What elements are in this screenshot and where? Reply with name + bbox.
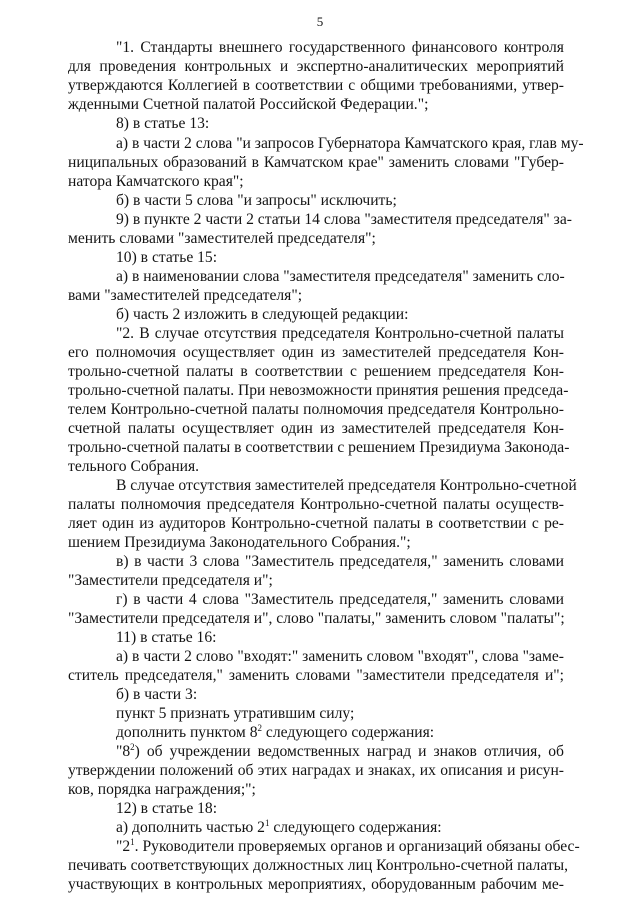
text-line: ков, порядка награждения;";: [68, 781, 256, 798]
text-line: палаты полномочия председателя Контрольно-счетной палаты осуществ-: [68, 496, 564, 513]
text-line: 8) в статье 13:: [116, 115, 210, 132]
text-line: натора Камчатского края";: [68, 173, 244, 190]
text-line: 9) в пункте 2 части 2 статьи 14 слова "заместителя председателя" за-: [116, 211, 572, 228]
text-line: телем Контрольно-счетной палаты полномочия председателя Контрольно-: [68, 401, 564, 418]
text-line: "1. Стандарты внешнего государственного финансового контроля: [116, 39, 564, 56]
text-line: трольно-счетной палаты в соответствии с решением Президиума Законода-: [68, 439, 570, 456]
text-line: дополнить пунктом $8^2$ следующего содержания:: [116, 723, 435, 741]
text-line: б) в части 3:: [116, 686, 198, 703]
text-line: жденными Счетной палатой Российской Федерации.";: [68, 96, 429, 113]
page-number: 5: [316, 14, 324, 29]
text-line: б) в части 5 слова "и запросы" исключить;: [116, 192, 397, 209]
text-line: 10) в статье 15:: [116, 249, 218, 266]
text-line: утверждаются Коллегией в соответствии с общими требованиями, утвер-: [68, 77, 564, 94]
text-line: "Заместители председателя и";: [68, 572, 273, 589]
text-line: участвующих в контрольных мероприятиях, оборудованным рабочим ме-: [68, 876, 564, 893]
text-line: "$8^2$) об учреждении ведомственных наград и знаков отличия, об: [116, 742, 564, 760]
text-line: ляет один из аудиторов Контрольно-счетной палаты в соответствии с ре-: [68, 515, 564, 532]
text-line: г) в части 4 слова "Заместитель председателя," заменить словами: [116, 591, 564, 608]
text-line: его полномочия осуществляет один из заместителей председателя Кон-: [68, 344, 564, 361]
text-line: "$2^1$. Руководители проверяемых органов и организаций обязаны обес-: [116, 837, 580, 855]
text-line: трольно-счетной палаты в соответствии с решением председателя Кон-: [68, 363, 564, 380]
text-line: ниципальных образований в Камчатском крае" заменить словами "Губер-: [68, 154, 564, 171]
text-line: трольно-счетной палаты. При невозможности принятия решения председа-: [68, 382, 569, 399]
text-line: В случае отсутствия заместителей председателя Контрольно-счетной: [116, 477, 577, 494]
text-line: а) в наименовании слова "заместителя председателя" заменить сло-: [116, 268, 565, 285]
text-line: ститель председателя," заменить словами "заместители председателя и";: [68, 667, 564, 684]
text-line: для проведения контрольных и экспертно-аналитических мероприятий: [68, 58, 564, 75]
text-line: печивать соответствующих должностных лиц Контрольно-счетной палаты,: [68, 857, 569, 874]
text-line: пункт 5 признать утратившим силу;: [116, 705, 355, 722]
text-line: б) часть 2 изложить в следующей редакции:: [116, 306, 409, 323]
text-line: вами "заместителей председателя";: [68, 287, 303, 304]
text-line: тельного Собрания.: [68, 458, 200, 475]
text-line: а) в части 2 слово "входят:" заменить словом "входят", слова "заме-: [116, 648, 564, 665]
text-line: шением Президиума Законодательного Собрания.";: [68, 534, 411, 551]
text-line: а) дополнить частью $2^1$ следующего содержания:: [116, 818, 442, 836]
text-line: менить словами "заместителей председателя";: [68, 230, 376, 247]
text-line: утверждении положений об этих наградах и знаках, их описания и рисун-: [68, 762, 564, 779]
text-line: в) в части 3 слова "Заместитель председателя," заменить словами: [116, 553, 564, 570]
text-line: 12) в статье 18:: [116, 800, 218, 817]
text-line: счетной палаты осуществляет один из заместителей председателя Кон-: [68, 420, 564, 437]
text-line: "2. В случае отсутствия председателя Контрольно-счетной палаты: [116, 325, 564, 342]
text-line: 11) в статье 16:: [116, 629, 217, 646]
text-line: а) в части 2 слова "и запросов Губернатора Камчатского края, глав му-: [116, 135, 584, 152]
text-line: "Заместители председателя и", слово "палаты," заменить словом "палаты";: [68, 610, 565, 627]
